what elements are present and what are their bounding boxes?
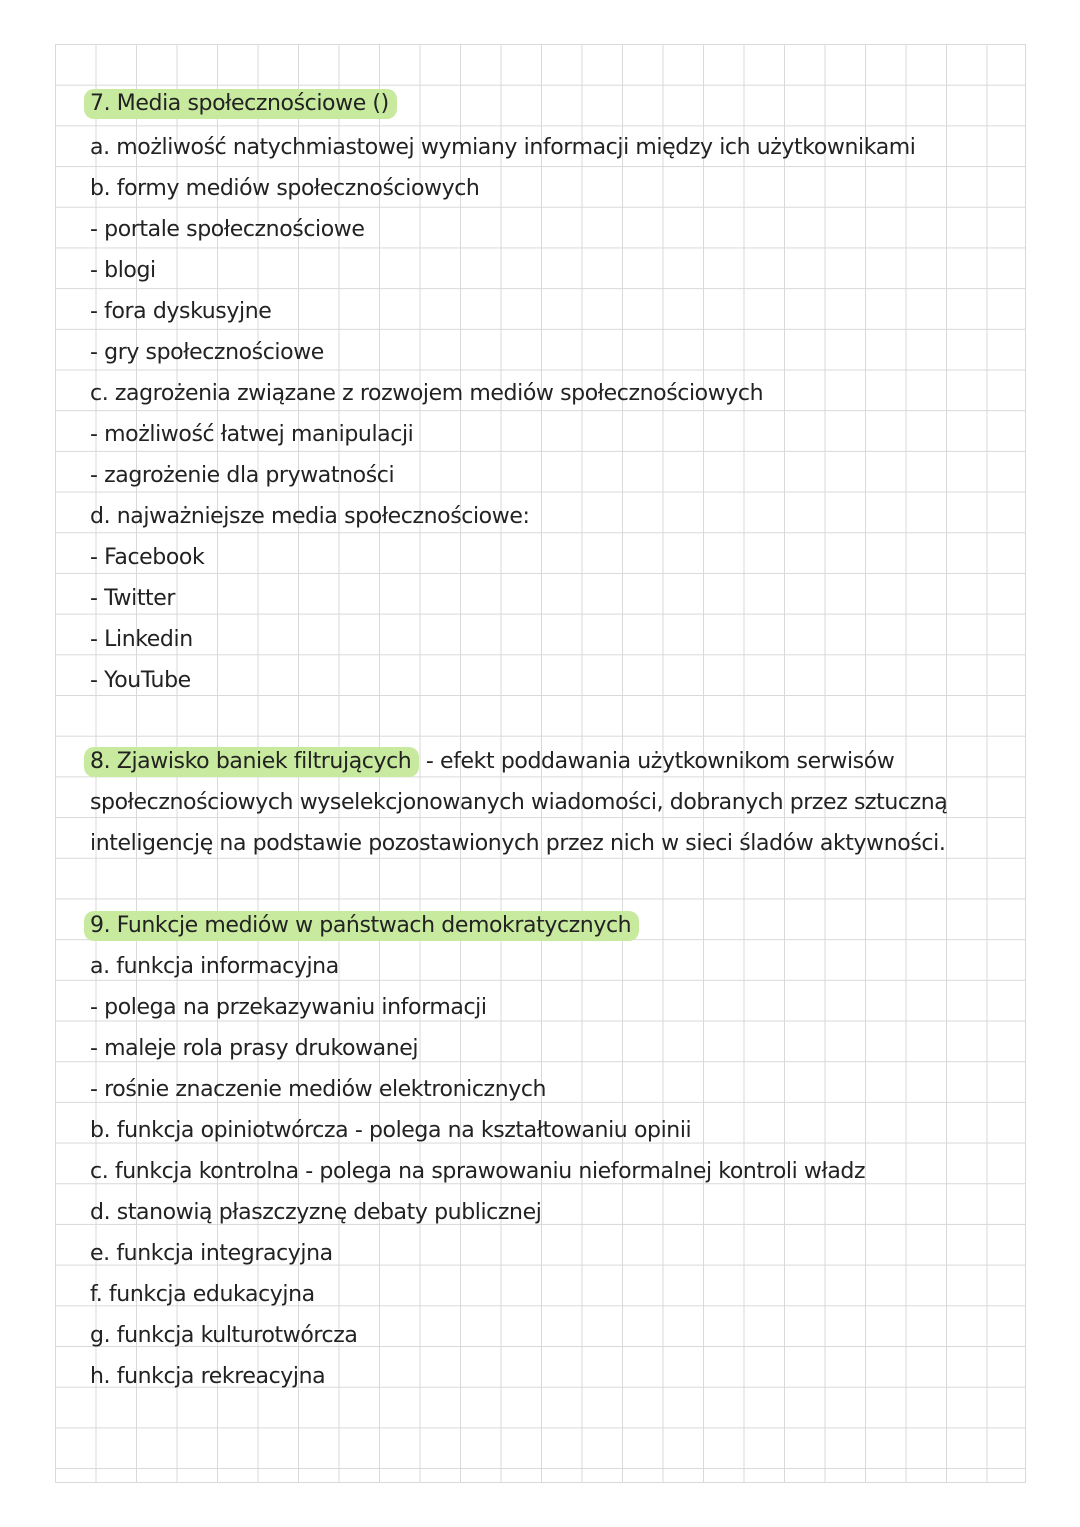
section-7-line: - fora dyskusyjne [90, 299, 272, 324]
section-9-line: - maleje rola prasy drukowanej [90, 1036, 419, 1061]
section-9-line: e. funkcja integracyjna [90, 1241, 333, 1266]
section-7-line: - YouTube [90, 668, 191, 693]
section-9-line: - rośnie znaczenie mediów elektronicznych [90, 1077, 547, 1102]
section-7-title: 7. Media społecznościowe () [84, 89, 397, 119]
section-9-line: g. funkcja kulturotwórcza [90, 1323, 358, 1348]
section-7-heading [90, 90, 397, 118]
section-7-line: - portale społecznościowe [90, 217, 365, 242]
section-7-line: a. możliwość natychmiastowej wymiany informacji między ich użytkownikami [90, 135, 916, 160]
section-9-line: c. funkcja kontrolna - polega na sprawowaniu nieformalnej kontroli władz [90, 1159, 866, 1184]
section-9-line: h. funkcja rekreacyjna [90, 1364, 326, 1389]
section-8-definition-start: - efekt poddawania użytkownikom serwisów [419, 749, 895, 774]
section-7-line: - Linkedin [90, 627, 193, 652]
section-7-line: - Facebook [90, 545, 205, 570]
section-7-line: d. najważniejsze media społecznościowe: [90, 504, 530, 529]
section-9-line: a. funkcja informacyjna [90, 954, 339, 979]
section-7-line: - blogi [90, 258, 156, 283]
section-8-line: inteligencję na podstawie pozostawionych przez nich w sieci śladów aktywności. [90, 831, 946, 856]
section-9-title: 9. Funkcje mediów w państwach demokratycznych [84, 911, 639, 941]
section-7-line: b. formy mediów społecznościowych [90, 176, 480, 201]
section-8-line: społecznościowych wyselekcjonowanych wiadomości, dobranych przez sztuczną [90, 790, 948, 815]
section-8-title: 8. Zjawisko baniek filtrujących [84, 747, 419, 777]
section-9-line: - polega na przekazywaniu informacji [90, 995, 487, 1020]
section-9-line: d. stanowią płaszczyznę debaty publicznej [90, 1200, 542, 1225]
section-9-line: f. funkcja edukacyjna [90, 1282, 315, 1307]
section-7-line: c. zagrożenia związane z rozwojem mediów społecznościowych [90, 381, 764, 406]
section-7-line: - gry społecznościowe [90, 340, 324, 365]
section-7-line: - zagrożenie dla prywatności [90, 463, 395, 488]
section-8-heading [90, 748, 894, 776]
section-7-line: - możliwość łatwej manipulacji [90, 422, 414, 447]
section-9-line: b. funkcja opiniotwórcza - polega na kształtowaniu opinii [90, 1118, 692, 1143]
section-9-heading [90, 912, 639, 940]
section-7-line: - Twitter [90, 586, 176, 611]
